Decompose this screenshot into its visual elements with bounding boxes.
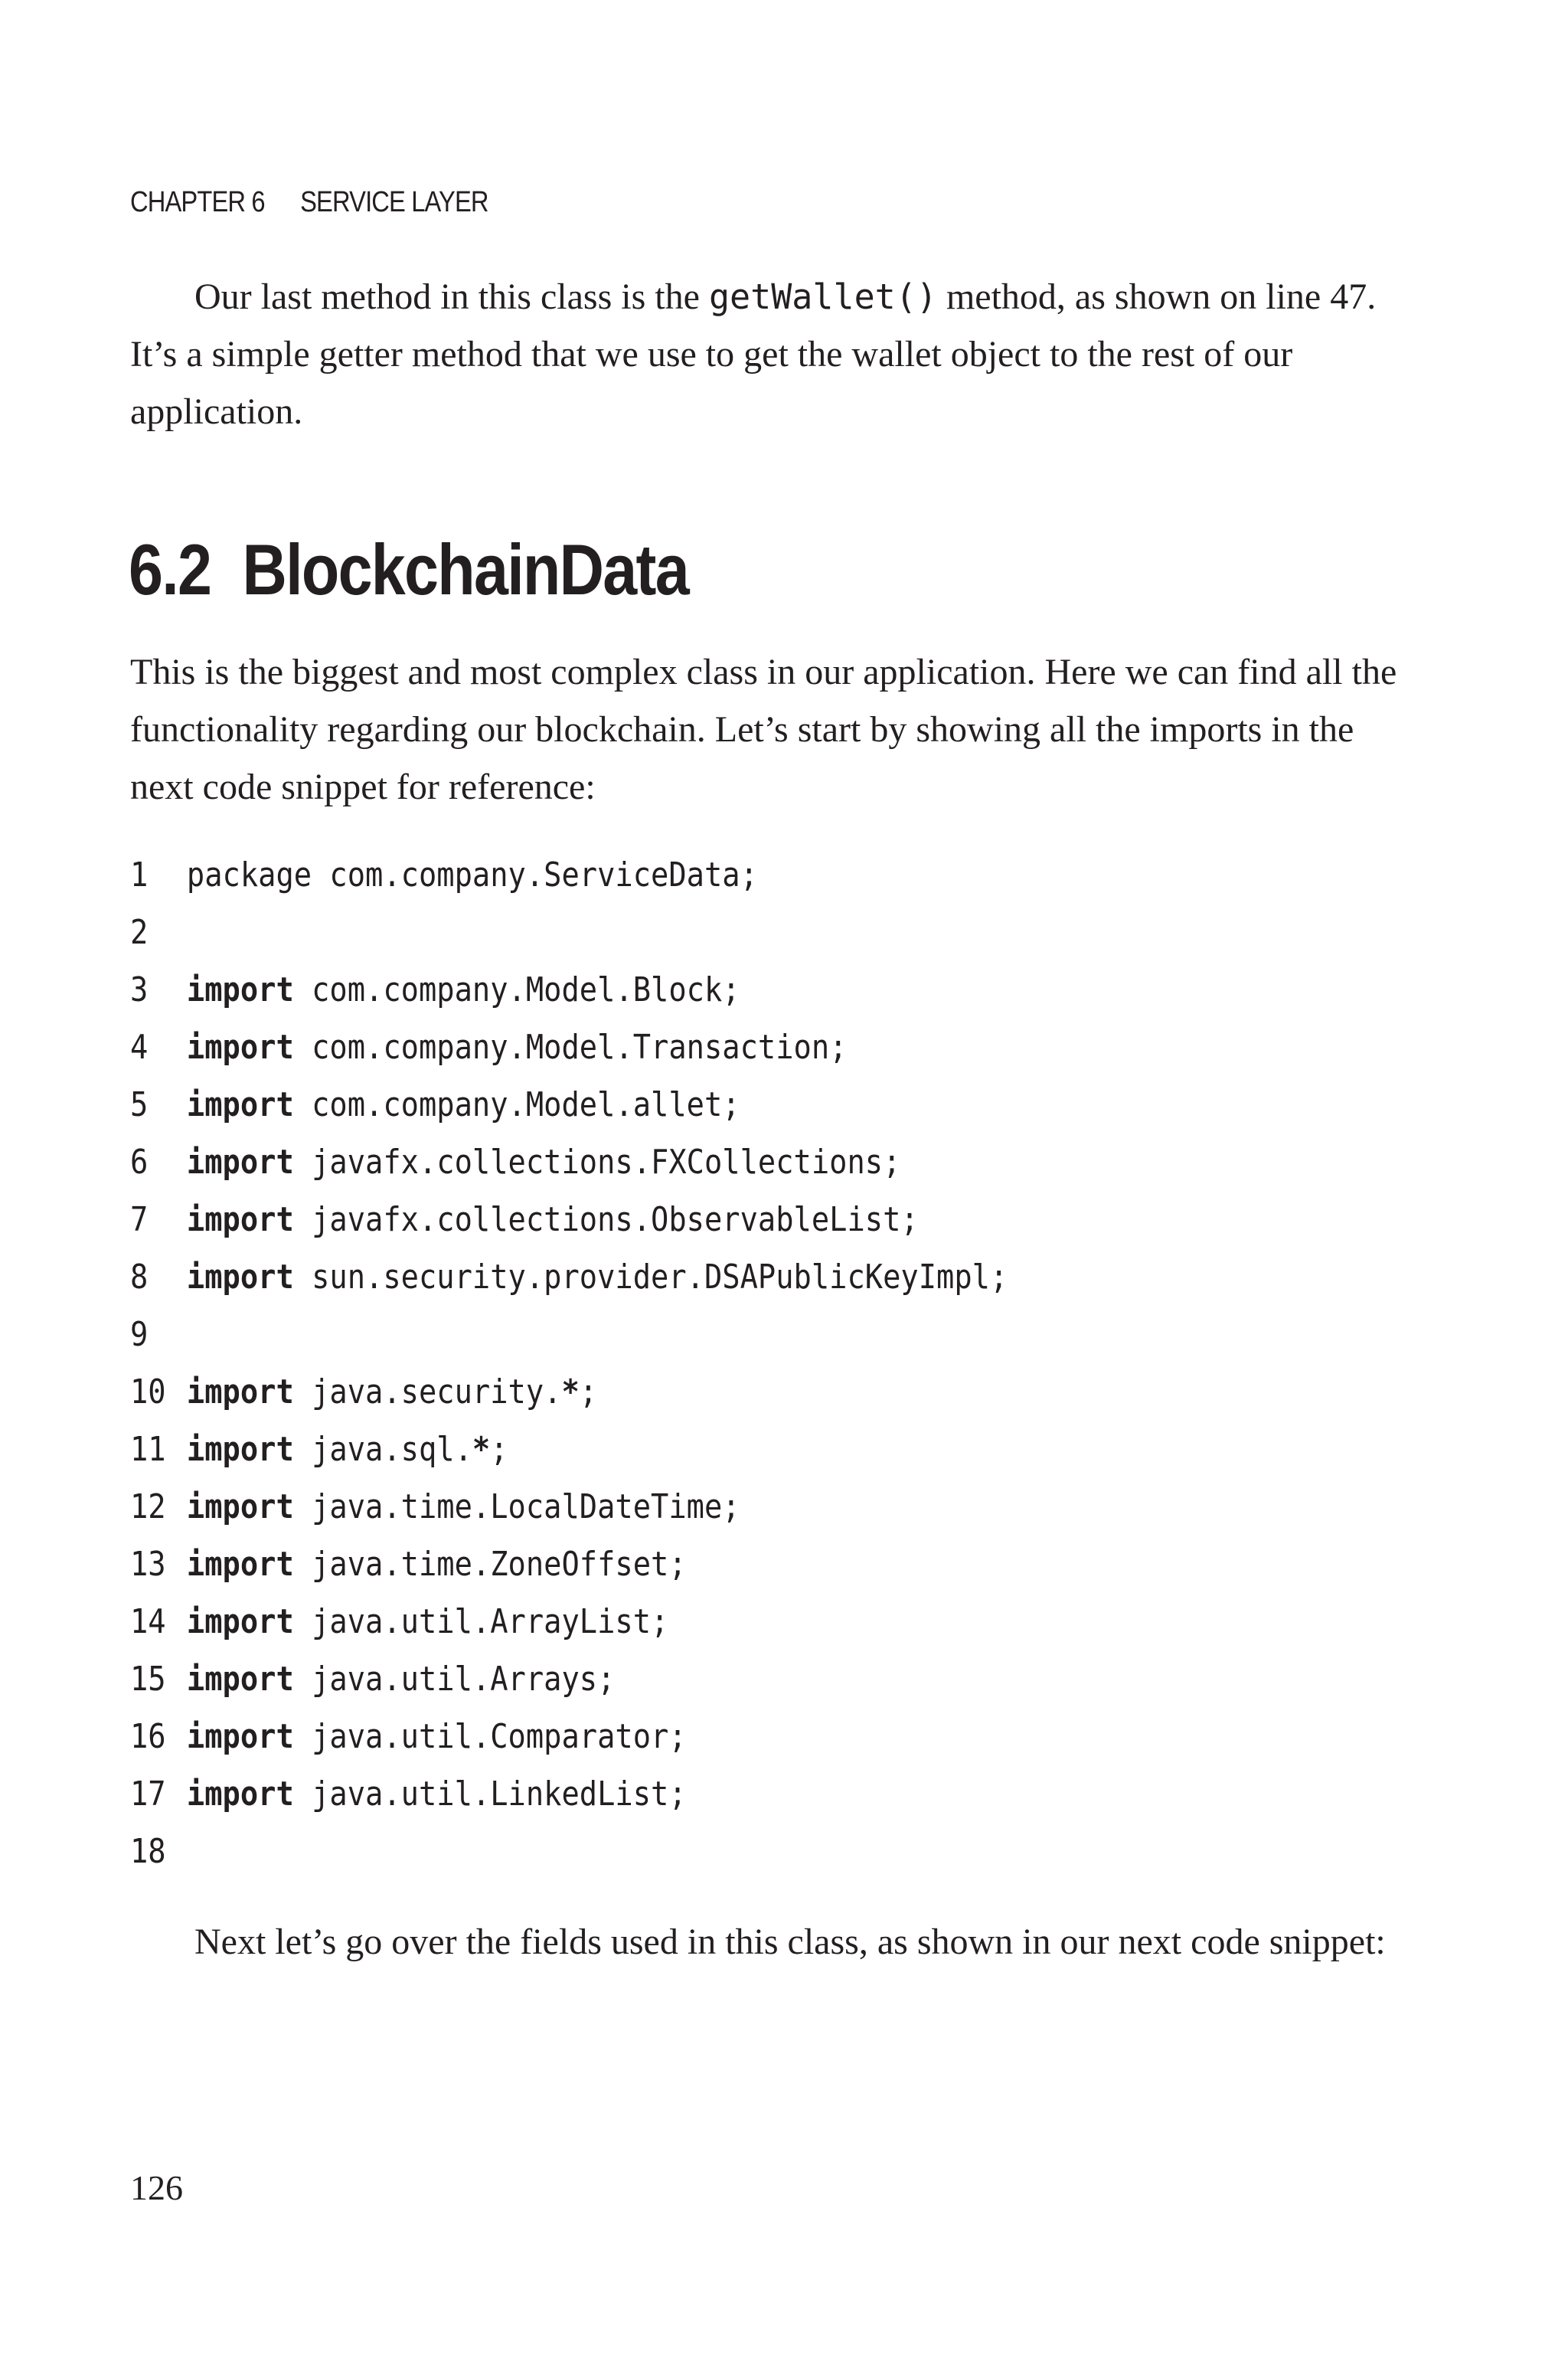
code-keyword: import (186, 1660, 294, 1699)
code-line (130, 1191, 1008, 1248)
code-wildcard: * (472, 1430, 491, 1469)
line-number: 17 (130, 1775, 166, 1814)
line-number: 16 (130, 1717, 166, 1756)
line-number: 4 (130, 1028, 149, 1067)
code-line (130, 1019, 1008, 1076)
code-line (130, 1593, 1008, 1650)
section-title: BlockchainData (242, 529, 688, 610)
line-number: 15 (130, 1660, 166, 1699)
code-line (130, 1708, 1008, 1765)
line-number: 11 (130, 1430, 166, 1469)
line-number: 5 (130, 1085, 149, 1124)
line-number: 7 (130, 1200, 149, 1239)
code-line (130, 1478, 1008, 1536)
line-number: 13 (130, 1545, 166, 1584)
code-keyword: import (186, 1775, 294, 1814)
code-keyword: import (186, 1200, 294, 1239)
code-keyword: import (186, 1717, 294, 1756)
code-text: java.time.LocalDateTime; (293, 1487, 740, 1526)
code-suffix: ; (579, 1372, 598, 1411)
page-number: 126 (130, 2168, 183, 2207)
line-number: 8 (130, 1258, 149, 1297)
code-text: java.sql. (293, 1430, 472, 1469)
code-keyword: import (186, 1602, 294, 1641)
code-suffix: ; (490, 1430, 508, 1469)
intro-text-after: method, as shown on line 47. It’s a simple getter method that we use to get the wallet object to the rest of our application. (130, 276, 1377, 432)
code-keyword: import (186, 1372, 294, 1411)
code-text: sun.security.provider.DSAPublicKeyImpl; (293, 1258, 1008, 1297)
line-number: 1 (130, 855, 149, 895)
next-paragraph-text: Next let’s go over the fields used in this class, as shown in our next code snippet: (194, 1922, 1386, 1962)
code-keyword: import (186, 1085, 294, 1124)
code-keyword: import (186, 1545, 294, 1584)
code-keyword: import (186, 1028, 294, 1067)
code-text: java.util.Comparator; (293, 1717, 687, 1756)
code-line (130, 1133, 1008, 1191)
code-line (130, 1650, 1008, 1708)
code-text: javafx.collections.FXCollections; (293, 1143, 901, 1182)
code-keyword: import (186, 1487, 294, 1526)
code-text: com.company.Model.allet; (293, 1085, 740, 1124)
line-number: 9 (130, 1315, 149, 1354)
code-text: java.util.ArrayList; (293, 1602, 669, 1641)
running-head (130, 186, 488, 219)
chapter-label: CHAPTER 6 (130, 186, 265, 218)
code-keyword: import (186, 1258, 294, 1297)
section-number: 6.2 (129, 529, 211, 610)
line-number: 3 (130, 970, 149, 1009)
next-paragraph (130, 1913, 1401, 1971)
code-line (130, 1363, 1008, 1421)
section-paragraph: This is the biggest and most complex class in our application. Here we can find all the functionality regarding our blockchain. Let’s start by showing all the imports in the next code snippet for reference: (130, 652, 1397, 807)
code-line (130, 1823, 1008, 1880)
code-line (130, 1076, 1008, 1133)
code-line (130, 904, 1008, 961)
line-number: 10 (130, 1372, 166, 1411)
intro-text-before: Our last method in this class is the (194, 276, 709, 317)
code-line (130, 1421, 1008, 1478)
code-line (130, 846, 1008, 904)
intro-paragraph (130, 268, 1401, 440)
inline-code: getWallet() (708, 276, 937, 317)
code-listing (130, 846, 1008, 1880)
code-keyword: import (186, 1430, 294, 1469)
code-wildcard: * (561, 1372, 580, 1411)
code-text: com.company.Model.Transaction; (293, 1028, 848, 1067)
code-text: java.time.ZoneOffset; (293, 1545, 687, 1584)
line-number: 12 (130, 1487, 166, 1526)
line-number: 18 (130, 1832, 166, 1871)
code-text: java.security. (293, 1372, 562, 1411)
section-heading (129, 528, 688, 611)
code-line (130, 961, 1008, 1019)
code-text: java.util.LinkedList; (293, 1775, 687, 1814)
code-line (130, 1248, 1008, 1306)
code-text: java.util.Arrays; (293, 1660, 616, 1699)
code-text: javafx.collections.ObservableList; (293, 1200, 919, 1239)
code-line (130, 1536, 1008, 1593)
line-number: 6 (130, 1143, 149, 1182)
code-line (130, 1306, 1008, 1363)
code-keyword: import (186, 1143, 294, 1182)
line-number: 2 (130, 913, 149, 952)
code-line (130, 1765, 1008, 1823)
code-text: com.company.Model.Block; (293, 970, 740, 1009)
chapter-title: SERVICE LAYER (300, 186, 488, 218)
line-number: 14 (130, 1602, 166, 1641)
code-keyword: import (186, 970, 294, 1009)
code-text: package com.company.ServiceData; (186, 855, 758, 895)
